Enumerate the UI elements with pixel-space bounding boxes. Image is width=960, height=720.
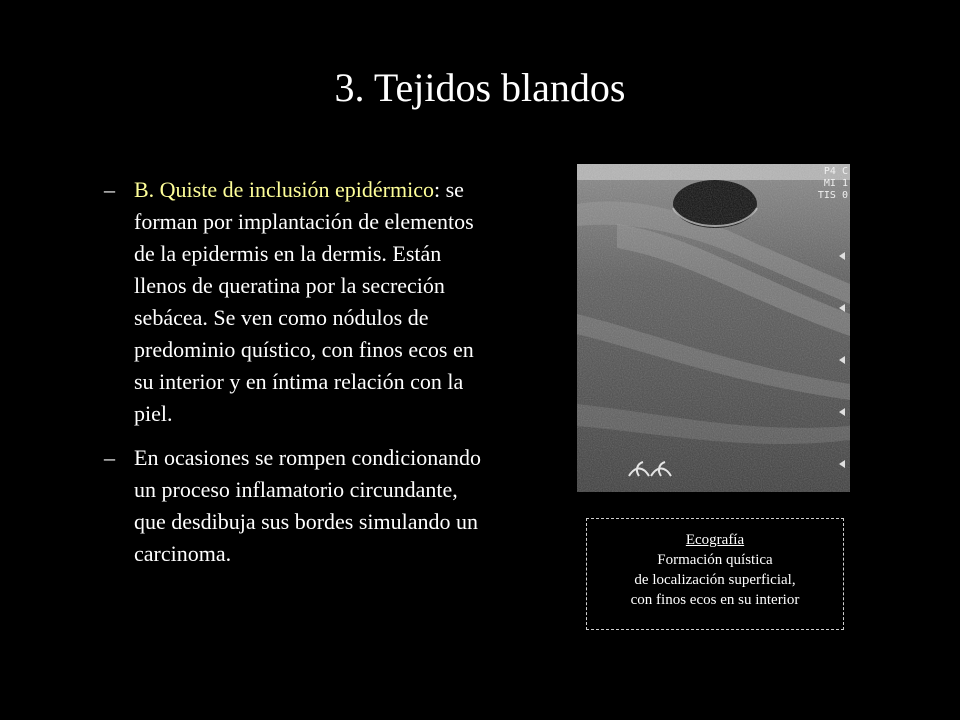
overlay-line: TIS 0 xyxy=(817,190,848,201)
bullet-dash: – xyxy=(104,177,115,202)
overlay-line: P4 C xyxy=(823,166,848,177)
bullet-text: : se forman por implantación de elementos de la epidermis en la dermis. Están llenos de queratina por la secreción sebácea. Se ven como nódulos de predominio quístico, con finos ecos en su interior y en íntima relación con la piel. xyxy=(134,177,474,426)
caption-title: Ecografía xyxy=(685,532,745,548)
bullet-item xyxy=(104,174,484,430)
bullet-item xyxy=(104,442,484,570)
ultrasound-image xyxy=(577,164,850,492)
bullet-highlight-text: B. Quiste de inclusión epidérmico xyxy=(134,177,434,202)
overlay-line: MI 1 xyxy=(823,178,848,189)
scanner-overlay xyxy=(818,166,848,202)
ultrasound-graphic xyxy=(577,164,850,492)
slide-title: 3. Tejidos blandos xyxy=(334,65,626,110)
image-caption xyxy=(586,518,844,630)
caption-line: con finos ecos en su interior xyxy=(630,592,800,608)
caption-line: de localización superficial, xyxy=(634,572,796,588)
bullet-text: En ocasiones se rompen condicionando un proceso inflamatorio circundante, que desdibuja sus bordes simulando un carcinoma. xyxy=(134,445,482,566)
caption-line: Formación quística xyxy=(657,552,773,568)
bullet-dash: – xyxy=(104,445,115,470)
bullet-list xyxy=(104,174,484,582)
